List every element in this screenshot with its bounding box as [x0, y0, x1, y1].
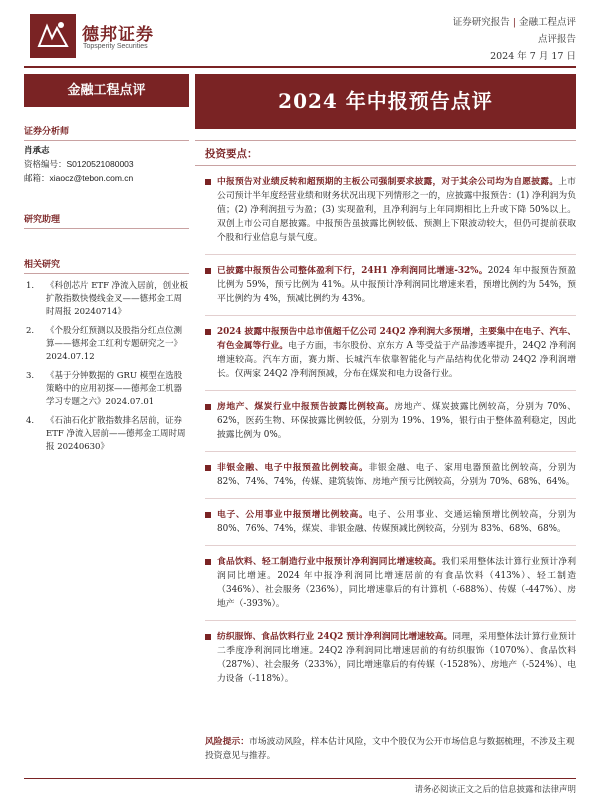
- key-point-highlight: 2024 披露中报预告中总市值超千亿公司 24Q2 净利润大多预增，主要集中在电子、汽车、有色金属等行业。: [217, 327, 576, 351]
- header-meta: [376, 14, 576, 65]
- key-point-body: 非银金融、电子、家用电器预盈比例较高，分别为 82%、74%、74%，传媒、建筑装饰、房地产预亏比例较高，分别为 70%、68%、64%。: [217, 463, 576, 487]
- risk-text: 市场波动风险，样本估计风险，文中个股仅为公开市场信息与数据梳理，不涉及主观投资意见与推荐。: [205, 737, 575, 761]
- header-divider: [24, 66, 576, 68]
- related-item-number: 3.: [26, 371, 35, 381]
- key-point-section: [205, 630, 576, 686]
- key-point-section: [205, 508, 576, 536]
- research-assistant-heading: 研究助理: [24, 206, 189, 229]
- key-point-section: [205, 264, 576, 306]
- related-item-number: 4.: [26, 416, 35, 426]
- related-item[interactable]: [24, 325, 189, 364]
- analyst-heading: 证券分析师: [24, 118, 189, 141]
- key-point-body: 电子方面，韦尔股份、京东方 A 等受益于产品渗透率提升，24Q2 净利润增速较高。汽车方面，赛力斯、长城汽车依靠智能化与产品结构优化带动 24Q2 净利润增长。仅两家 24Q2 净利润预减，分布在煤炭和电力设备行业。: [217, 341, 576, 379]
- license-number: S0120521080003: [66, 159, 134, 169]
- key-point-body: 我们采用整体法计算行业预计净利润同比增速。2024 年中报净利润同比增速居前的有食品饮料（413%）、轻工制造（346%）、社会服务（236%），同比增速靠后的有计算机（-688%）、传媒（-447%）、房地产（-393%）。: [217, 557, 576, 609]
- key-point-body: 同理，采用整体法计算行业预计二季度净利润同比增速。24Q2 净利润同比增速居前的有纺织服饰（1070%）、食品饮料（287%）、社会服务（233%），同比增速靠后的有传媒（-1528%）、房地产（-524%）、电力设备（-118%）。: [217, 632, 576, 684]
- related-item-text: 《个股分红预测以及股指分红点位测算——德邦金工红利专题研究之一》2024.07.12: [46, 326, 183, 362]
- key-point-section: [205, 325, 576, 381]
- section-divider: [205, 451, 576, 452]
- key-point-section: [205, 400, 576, 442]
- section-divider: [205, 545, 576, 546]
- section-label: 金融工程点评: [24, 74, 189, 107]
- report-category: 金融工程点评: [518, 17, 576, 28]
- emblem-graphic: [30, 14, 76, 58]
- section-divider: [205, 390, 576, 391]
- key-point-highlight: 非银金融、电子中报预盈比例较高。: [217, 463, 369, 473]
- company-logo: [30, 14, 160, 60]
- email-address[interactable]: xiaocz@tebon.com.cn: [49, 173, 134, 183]
- risk-warning: [205, 735, 576, 763]
- logo-name-en: Topsperity Securities: [83, 43, 148, 50]
- key-point-highlight: 纺织服饰、食品饮料行业 24Q2 预计净利润同比增速较高。: [217, 632, 453, 642]
- logo-name-cn: 德邦证券: [82, 25, 154, 45]
- related-item-text: 《科创芯片 ETF 净流入居前，创业板扩散指数快慢线金叉——德邦金工周时周报 20240714》: [46, 281, 189, 317]
- related-item-text: 《基于分钟数据的 GRU 模型在选股策略中的应用初探——德邦金工机器学习专题之六》2024.07.01: [46, 371, 183, 407]
- header-type-line: [376, 14, 576, 31]
- section-divider: [205, 254, 576, 255]
- related-item-number: 2.: [26, 326, 35, 336]
- key-point-highlight: 中报预告对业绩反转和超预期的主板公司强制要求披露，对于其余公司均为自愿披露。: [217, 177, 559, 187]
- page-title: 2024 年中报预告点评: [195, 74, 576, 129]
- section-divider: [205, 498, 576, 499]
- analyst-name: 肖承志: [24, 146, 50, 156]
- risk-label: 风险提示：: [205, 737, 249, 747]
- report-date: 2024 年 7 月 17 日: [490, 51, 576, 62]
- key-point-section: [205, 461, 576, 489]
- analyst-license: [24, 158, 189, 172]
- key-point-highlight: 电子、公用事业中报预增比例较高。: [217, 510, 369, 520]
- key-points: [195, 140, 576, 686]
- section-divider: [205, 620, 576, 621]
- email-label: 邮箱：: [24, 174, 50, 184]
- related-item-number: 1.: [26, 281, 35, 291]
- key-point-body: 房地产、煤炭披露比例较高，分别为 70%、62%，医药生物、环保披露比例较低，分别为 19%、19%，银行由于整体盈利稳定，因此披露比例为 0%。: [217, 402, 576, 440]
- sidebar: [24, 118, 189, 454]
- key-point-section: [205, 555, 576, 611]
- section-divider: [205, 315, 576, 316]
- analyst-email: [24, 172, 189, 186]
- footer-divider: [24, 778, 576, 779]
- key-points-heading: 投资要点：: [195, 140, 576, 166]
- related-research-heading: 相关研究: [24, 251, 189, 274]
- related-item-text: 《石油石化扩散指数排名居前，证券 ETF 净流入居前——德邦金工周时周报 20240630》: [46, 416, 186, 452]
- footer-disclaimer: 请务必阅读正文之后的信息披露和法律声明: [414, 785, 576, 795]
- report-sub-category: 点评报告: [537, 34, 576, 45]
- report-type: 证券研究报告: [452, 17, 510, 28]
- key-point-highlight: 已披露中报预告公司整体盈利下行，24H1 净利润同比增速-32%。: [217, 266, 488, 276]
- key-point-highlight: 房地产、煤炭行业中报预告披露比例较高。: [217, 402, 395, 412]
- logo-emblem-icon: [30, 14, 76, 58]
- related-item[interactable]: [24, 280, 189, 319]
- key-point-body: 上市公司预计半年度经营业绩和财务状况出现下列情形之一的，应披露中报预告：(1) 净利润为负值；(2) 净利润扭亏为盈；(3) 实现盈利，且净利润与上年同期相比上升或下降 50%以上。双创上市公司自愿披露。中报预告虽披露比例较低、预测上下限波动较大，但仍可提前获取个股和行业信息与景气度。: [217, 177, 576, 243]
- key-point-section: [205, 175, 576, 245]
- license-label: 资格编号：: [24, 160, 67, 170]
- key-point-highlight: 食品饮料、轻工制造行业中报预计净利润同比增速较高。: [217, 557, 442, 567]
- related-item[interactable]: [24, 370, 189, 409]
- key-point-body: 电子、公用事业、交通运输预增比例较高，分别为 80%、76%、74%，煤炭、非银金融、传媒预减比例较高，分别为 83%、68%、68%。: [217, 510, 576, 534]
- key-point-body: 2024 年中报预告预盈比例为 59%，预亏比例为 41%。从中报预计净利润同比增速来看，预增比例约为 54%，预平比例约为 4%，预减比例约为 43%。: [217, 266, 576, 304]
- related-item[interactable]: [24, 415, 189, 454]
- header-separator: |: [512, 17, 516, 28]
